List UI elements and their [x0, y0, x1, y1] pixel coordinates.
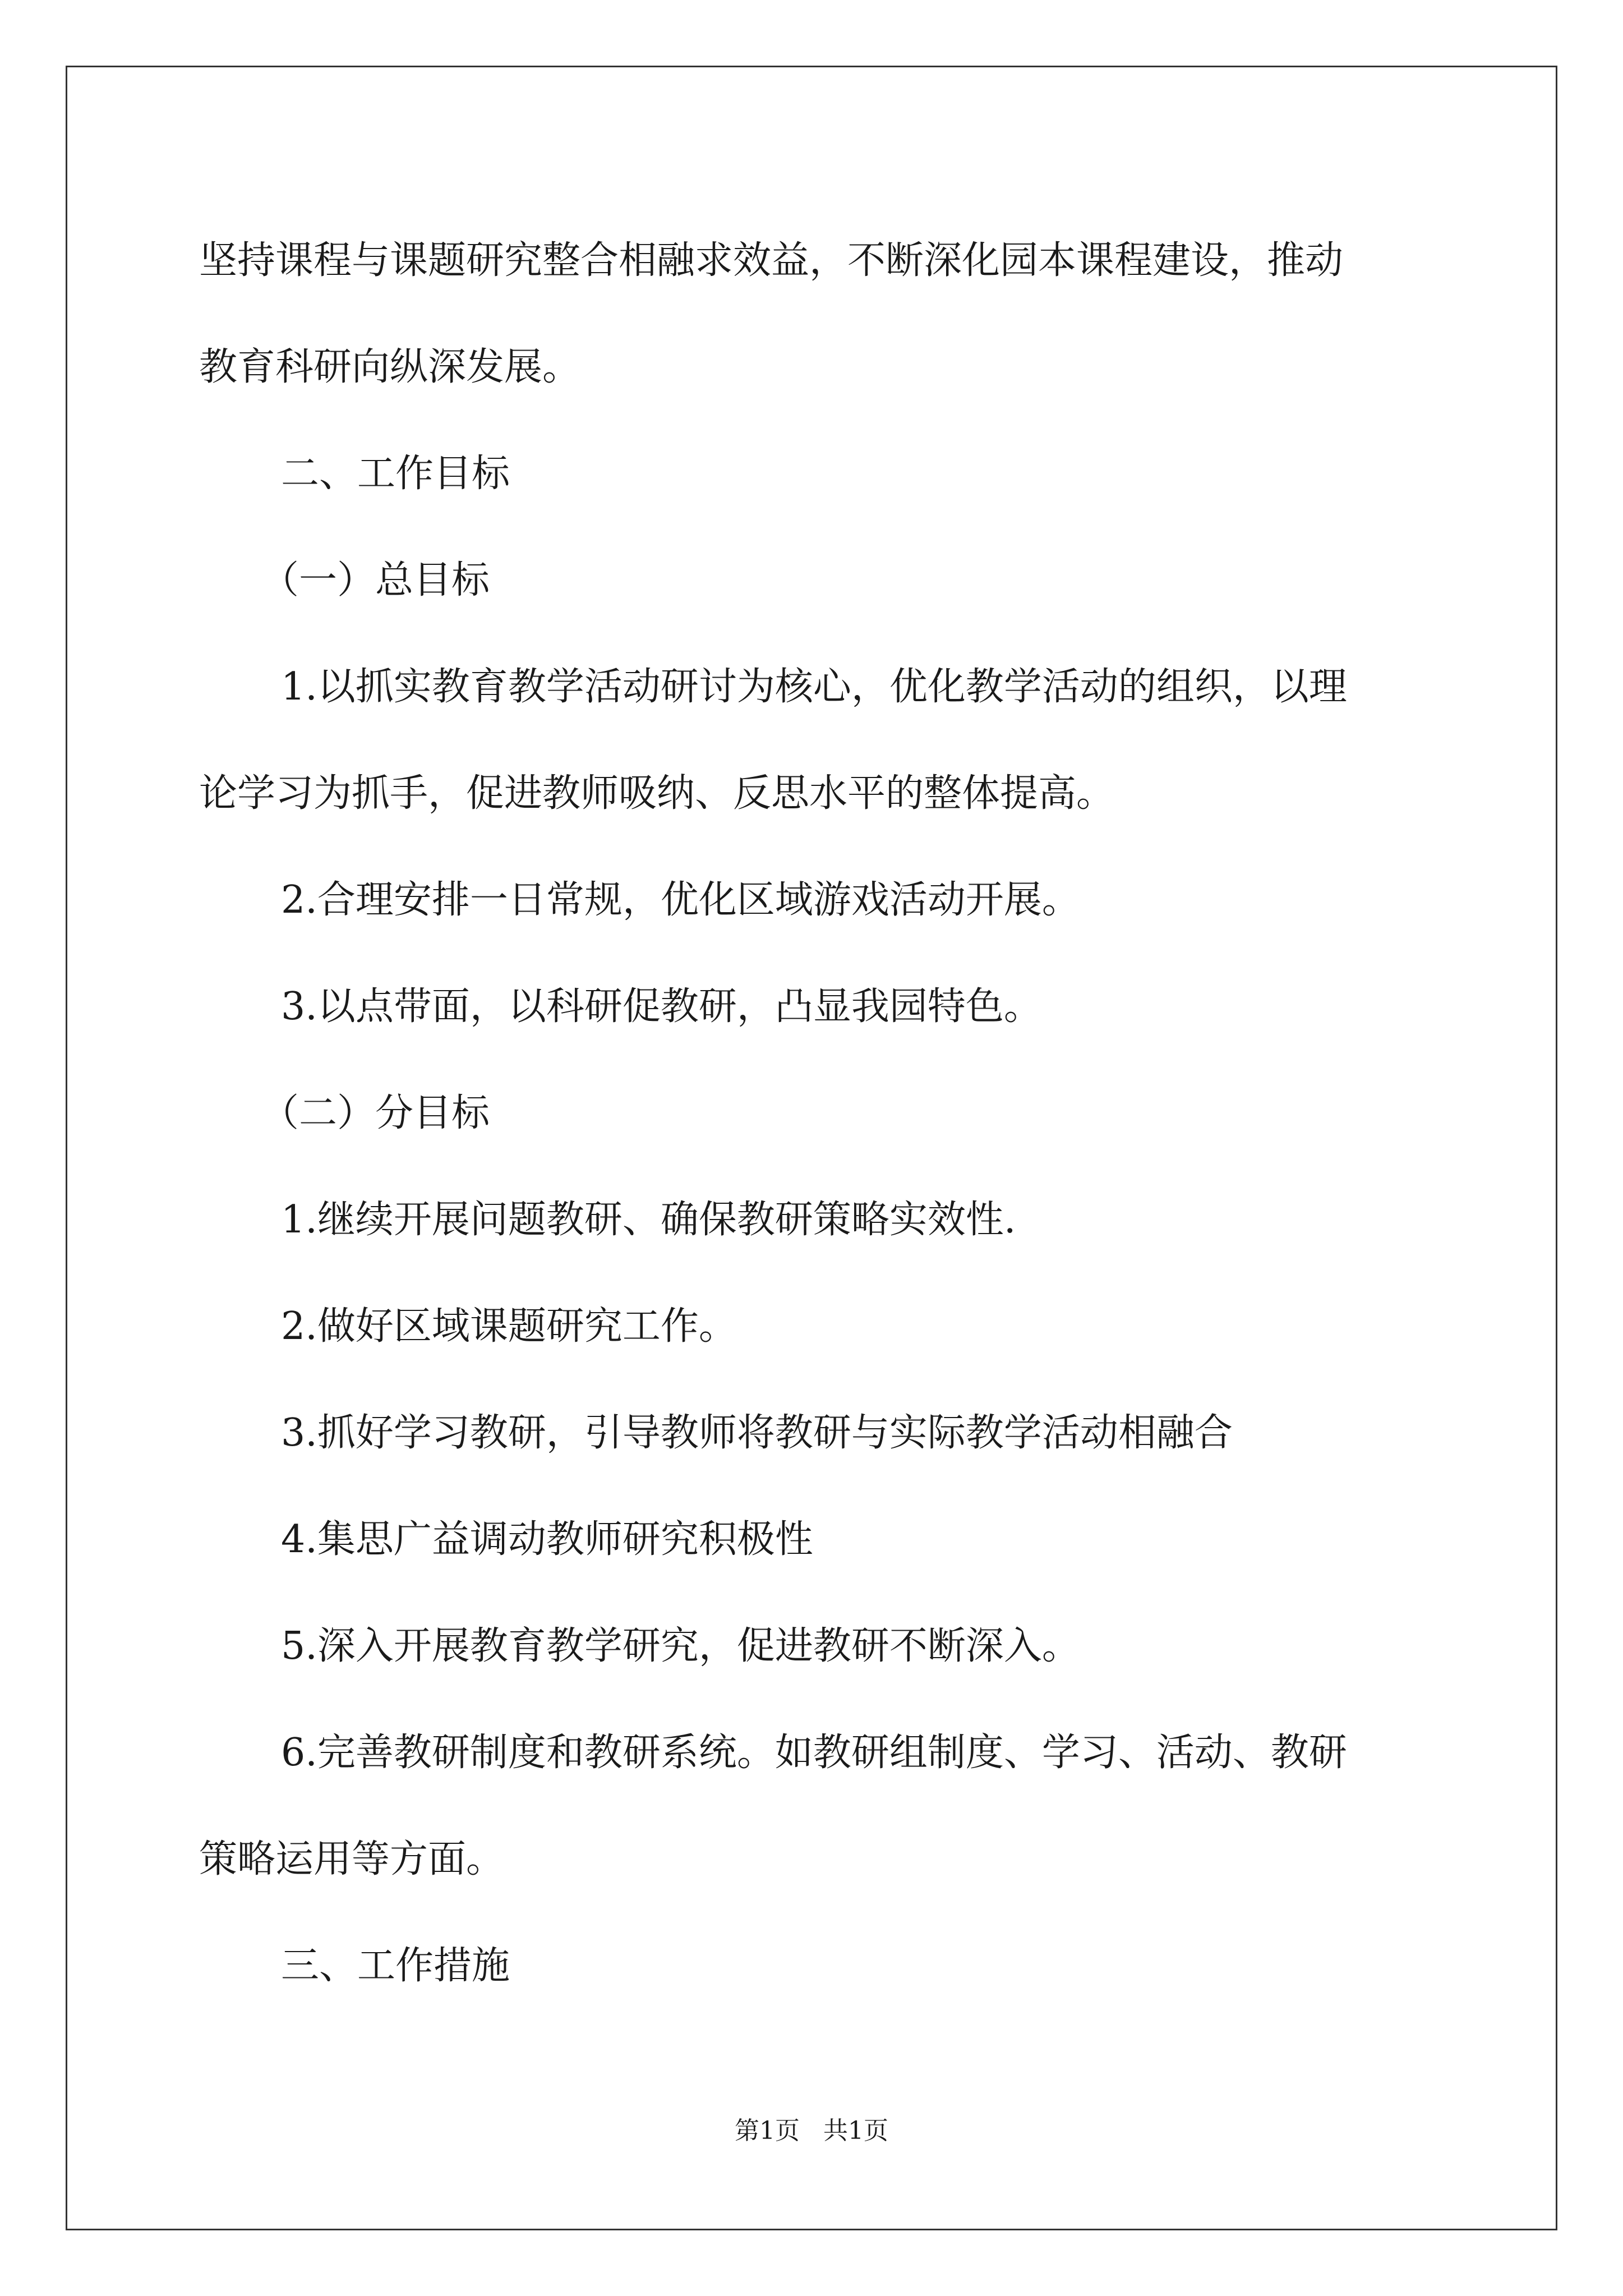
- list-item: 2.合理安排一日常规，优化区域游戏活动开展。: [281, 878, 1080, 922]
- list-item-continuation: 论学习为抓手，促进教师吸纳、反思水平的整体提高。: [199, 771, 1115, 816]
- page-footer: 第1页 共1页: [735, 2116, 888, 2145]
- paragraph: 坚持课程与课题研究整合相融求效益，不断深化园本课程建设，推动: [199, 238, 1344, 283]
- list-item: 6.完善教研制度和教研系统。如教研组制度、学习、活动、教研: [281, 1731, 1347, 1775]
- list-item: 3.以点带面，以科研促教研，凸显我园特色。: [281, 984, 1042, 1029]
- subsection-heading: （一）总目标: [261, 558, 490, 602]
- paragraph: 教育科研向纵深发展。: [199, 345, 581, 389]
- list-item: 5.深入开展教育教学研究，促进教研不断深入。: [281, 1624, 1080, 1668]
- list-item: 2.做好区域课题研究工作。: [281, 1304, 737, 1349]
- section-heading: 二、工作目标: [281, 452, 510, 496]
- list-item: 3.抓好学习教研，引导教师将教研与实际教学活动相融合: [281, 1411, 1233, 1455]
- document-body: [199, 208, 1433, 2019]
- list-item: 1.以抓实教育教学活动研讨为核心，优化教学活动的组织，以理: [281, 665, 1347, 709]
- list-item: 4.集思广益调动教师研究积极性: [281, 1517, 813, 1562]
- subsection-heading: （二）分目标: [261, 1091, 490, 1135]
- list-item: 1.继续开展问题教研、确保教研策略实效性.: [281, 1198, 1016, 1242]
- section-heading: 三、工作措施: [281, 1944, 510, 1988]
- list-item-continuation: 策略运用等方面。: [199, 1837, 505, 1881]
